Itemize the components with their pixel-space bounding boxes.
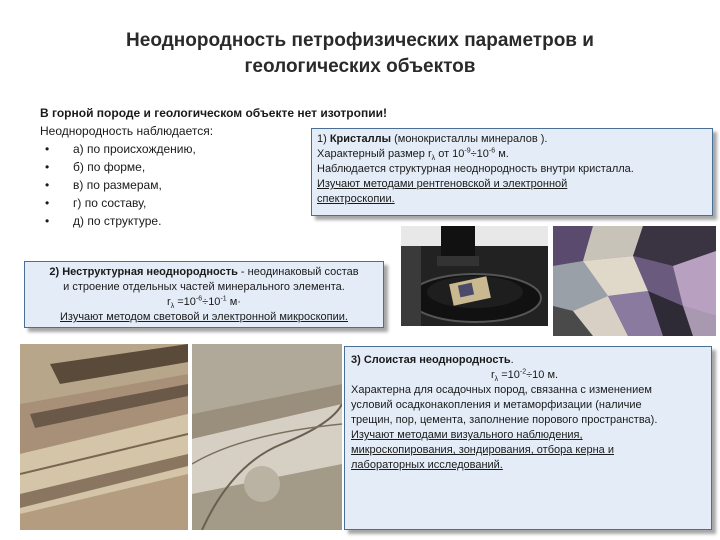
crystals-size: Характерный размер $r_\lambda$ от $10^{-9}\div 10^{-6}$ м. (317, 147, 509, 163)
intro-lead: Неоднородность наблюдается: (40, 124, 214, 138)
layered-methods-3: лабораторных исследований. (351, 459, 503, 471)
crystals-methods: Изучают методами рентгеновской и электронной (317, 178, 568, 190)
layered-desc-1: Характерна для осадочных пород, связанна с изменением (351, 384, 652, 396)
slide-title (60, 28, 660, 80)
layered-methods-2: микроскопирования, зондирования, отбора керна и (351, 444, 614, 456)
list-item: • в) по размерам, (40, 176, 387, 194)
layered-heading: 3) Слоистая неоднородность. (351, 354, 514, 366)
layered-desc-3: трещин, пор, цемента, заполнение порового пространства). (351, 414, 658, 426)
layered-desc-2: условий осадконакопления и метаморфизации (наличие (351, 399, 642, 411)
layered-methods-1: Изучают методами визуального наблюдения, (351, 429, 583, 441)
list-item: • д) по структуре. (40, 212, 387, 230)
crystals-heading: 1) Кристаллы (монокристаллы минералов ). (317, 133, 548, 145)
intro-statement: В горной породе и геологическом объекте нет изотропии! (40, 106, 387, 120)
nonstructural-methods: Изучают методом световой и электронной микроскопии. (60, 311, 348, 323)
title-line-1: Неоднородность петрофизических параметров и (126, 30, 594, 51)
crystals-structure: Наблюдается структурная неоднородность внутри кристалла. (317, 163, 634, 175)
nonstructural-heading: 2) Неструктурная неоднородность - неодинаковый состав (49, 266, 359, 278)
outcrop-photo-2 (192, 344, 342, 530)
layered-box (344, 346, 712, 530)
list-item: • г) по составу, (40, 194, 387, 212)
crystals-box (311, 128, 713, 216)
thin-section-photo (553, 226, 716, 336)
microscope-photo (401, 226, 548, 326)
nonstructural-desc: и строение отдельных частей минерального элемента. (63, 281, 345, 293)
nonstructural-box (24, 261, 384, 328)
title-line-2: геологических объектов (244, 56, 476, 77)
list-item: • а) по происхождению, (40, 140, 387, 158)
nonstructural-size: $r_\lambda =10^{-6}\div 10^{-1}$ м· (167, 295, 241, 311)
crystals-methods-cont: спектроскопии. (317, 193, 395, 205)
outcrop-photo-1 (20, 344, 188, 530)
layered-size: $r_\lambda =10^{-2}\div 10$ м. (491, 368, 559, 384)
list-item: • б) по форме, (40, 158, 387, 176)
